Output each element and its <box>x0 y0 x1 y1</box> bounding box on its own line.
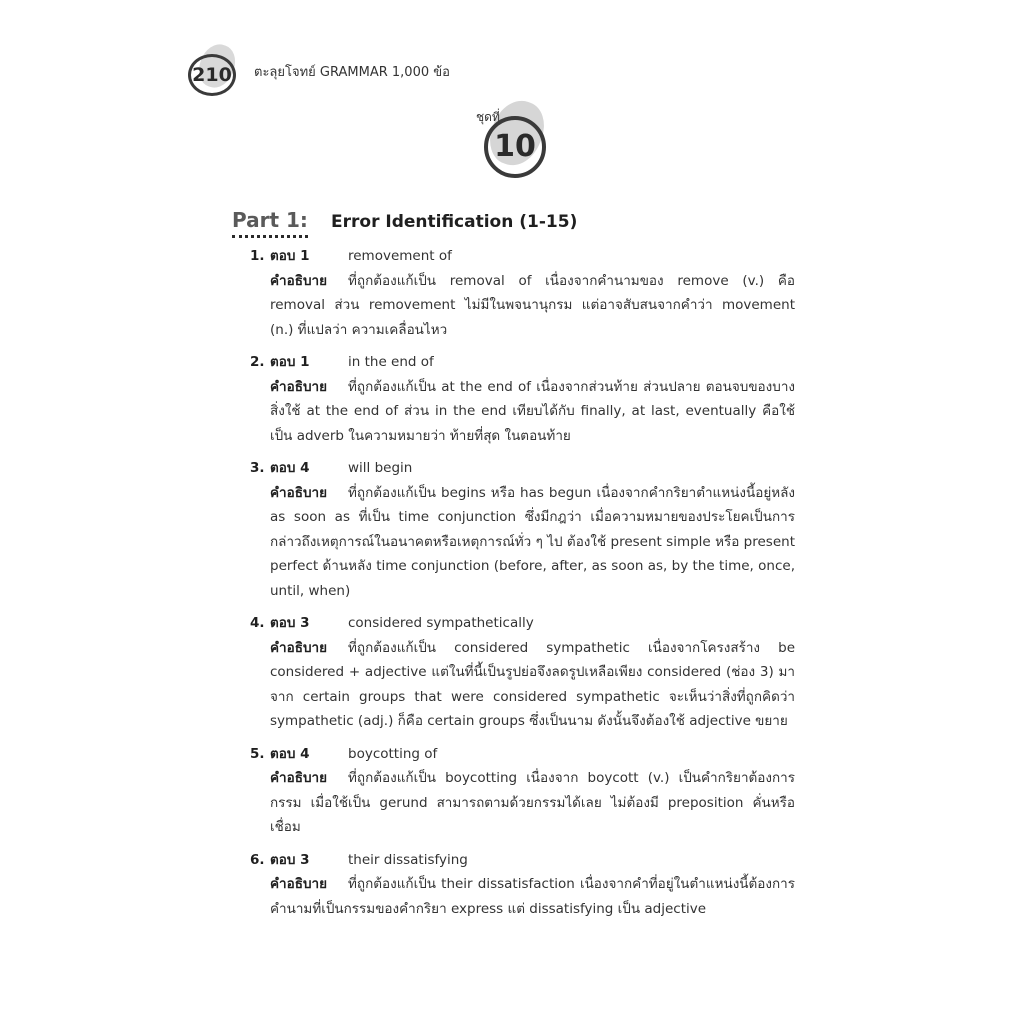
explanation-label: คำอธิบาย <box>270 876 328 892</box>
answer-item <box>250 244 795 342</box>
answer-item <box>250 350 795 448</box>
book-title: ตะลุยโจทย์ GRAMMAR 1,000 ข้อ <box>254 65 450 80</box>
explanation-text: ที่ถูกต้องแก้เป็น their dissatisfaction เนื่องจากคำที่อยู่ในตำแหน่งนี้ต้องการคำนามที่เป็นกรรมของคำกริยา express แต่ dissatisfying เป็น adjective <box>270 876 795 917</box>
item-number: 6. <box>250 851 265 868</box>
explanation-label: คำอธิบาย <box>270 272 328 289</box>
item-number: 2. <box>250 354 265 370</box>
answer-label: ตอบ 4 <box>270 460 310 476</box>
page-number-badge <box>186 44 246 96</box>
answer-label: ตอบ 4 <box>270 745 310 762</box>
set-badge <box>470 98 560 180</box>
answer-row <box>250 244 795 269</box>
answer-label: ตอบ 1 <box>270 248 310 264</box>
explanation <box>270 375 795 449</box>
explanation <box>270 766 795 840</box>
answer-label: ตอบ 3 <box>270 851 310 868</box>
explanation <box>270 269 795 343</box>
explanation-text: ที่ถูกต้องแก้เป็น begins หรือ has begun เนื่องจากคำกริยาตำแหน่งนี้อยู่หลัง as soon as ที่เป็น time conjunction ซึ่งมีกฎว่า เมื่อความหมายของประโยคเป็นการกล่าวถึงเหตุการณ์ในอนาคตหรือเหตุการณ์ทั่ว ๆ ไป ต้องใช้ present simple หรือ present perfect ด้านหลัง time conjunction (before, after, as soon as, by the time, once, until, when) <box>270 484 795 599</box>
answer-item <box>250 848 795 922</box>
answer-row <box>250 350 795 375</box>
explanation <box>270 481 795 604</box>
answer-text: their dissatisfying <box>348 851 468 868</box>
item-number: 4. <box>250 615 265 631</box>
answer-label: ตอบ 3 <box>270 615 310 631</box>
part-label: Part 1: <box>232 208 308 238</box>
explanation-text: ที่ถูกต้องแก้เป็น at the end of เนื่องจากส่วนท้าย ส่วนปลาย ตอนจบของบางสิ่งใช้ at the end of ส่วน in the end เทียบได้กับ finally, at last, eventually คือใช้เป็น adverb ในความหมายว่า ท้ายที่สุด ในตอนท้าย <box>270 378 795 444</box>
item-number: 5. <box>250 745 265 762</box>
part-title: Error Identification (1-15) <box>331 212 578 232</box>
answer-text: will begin <box>348 460 413 476</box>
explanation-text: ที่ถูกต้องแก้เป็น removal of เนื่องจากคำนามของ remove (v.) คือ removal ส่วน removement ไม่มีในพจนานุกรม แต่อาจสับสนจากคำว่า movement (n.) ที่แปลว่า ความเคลื่อนไหว <box>270 272 795 338</box>
answer-row <box>250 848 795 873</box>
answer-item <box>250 611 795 734</box>
explanation-text: ที่ถูกต้องแก้เป็น considered sympathetic เนื่องจากโครงสร้าง be considered + adjective แต่ในที่นี้เป็นรูปย่อจึงลดรูปเหลือเพียง considered (ช่อง 3) มาจาก certain groups that were considered sympathetic จะเห็นว่าสิ่งที่ถูกคิดว่า sympathetic (adj.) ก็คือ certain groups ซึ่งเป็นนาม ดังนั้นจึงต้องใช้ adjective ขยาย <box>270 639 795 729</box>
part-header <box>232 208 577 238</box>
answer-item <box>250 742 795 840</box>
answer-text: removement of <box>348 248 452 264</box>
set-label: ชุดที่ <box>476 110 500 124</box>
answer-list <box>250 244 795 929</box>
explanation <box>270 872 795 921</box>
answer-text: considered sympathetically <box>348 615 534 631</box>
answer-row <box>250 611 795 636</box>
explanation-label: คำอธิบาย <box>270 484 328 501</box>
set-number: 10 <box>484 116 546 178</box>
answer-item <box>250 456 795 603</box>
explanation-label: คำอธิบาย <box>270 639 328 656</box>
item-number: 3. <box>250 460 265 476</box>
item-number: 1. <box>250 248 265 264</box>
explanation-label: คำอธิบาย <box>270 770 328 786</box>
explanation-text: ที่ถูกต้องแก้เป็น boycotting เนื่องจาก boycott (v.) เป็นคำกริยาต้องการกรรม เมื่อใช้เป็น gerund สามารถตามด้วยกรรมได้เลย ไม่ต้องมี preposition คั่นหรือเชื่อม <box>270 770 795 835</box>
explanation-label: คำอธิบาย <box>270 378 328 395</box>
answer-row <box>250 742 795 767</box>
explanation <box>270 636 795 734</box>
page-number: 210 <box>188 54 236 96</box>
answer-row <box>250 456 795 481</box>
answer-text: boycotting of <box>348 745 438 762</box>
answer-text: in the end of <box>348 354 434 370</box>
answer-label: ตอบ 1 <box>270 354 310 370</box>
